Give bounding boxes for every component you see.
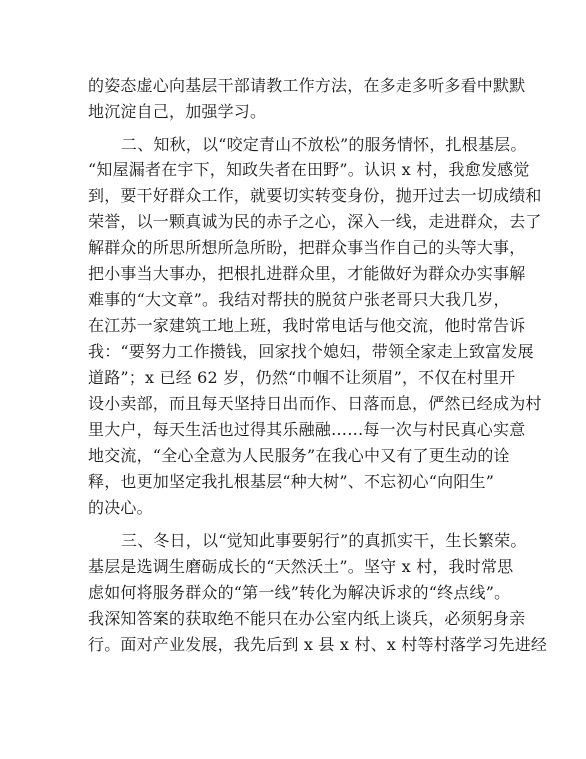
- body-line: 行。面对产业发展，我先后到 x 县 x 村、x 村等村落学习先进经: [88, 635, 548, 654]
- body-line: 解群众的所思所想所急所盼，把群众事当作自己的头等大事，: [88, 238, 526, 257]
- body-line: 释，也更加坚定我扎根基层“种大树”、不忘初心“向阳生”: [88, 472, 495, 491]
- body-line: 荣誉，以一颗真诚为民的赤子之心，深入一线，走进群众，去了: [88, 212, 542, 231]
- body-line: 把小事当大事办，把根扎进群众里，才能做好为群众办实事解: [88, 264, 526, 283]
- body-line: 难事的“大文章”。我结对帮扶的脱贫户张老哥只大我几岁，: [88, 290, 510, 309]
- section-heading-autumn: 二、知秋，以“咬定青山不放松”的服务情怀，扎根基层。: [121, 135, 527, 154]
- body-line: “知屋漏者在宇下，知政失者在田野”。认识 x 村，我愈发感觉: [88, 160, 530, 179]
- body-line: 地沉淀自己，加强学习。: [88, 102, 267, 121]
- body-line: 我深知答案的获取绝不能只在办公室内纸上谈兵，必须躬身亲: [88, 609, 526, 628]
- body-line: 道路”；x 已经 62 岁，仍然“巾帼不让须眉”，不仅在村里开: [88, 368, 516, 387]
- body-line: 基层是选调生磨砺成长的“天然沃土”。坚守 x 村，我时常思: [88, 557, 514, 576]
- body-line: 到，要干好群众工作，就要切实转变身份，抛开过去一切成绩和: [88, 186, 542, 205]
- body-line: 地交流，“全心全意为人民服务”在我心中又有了更生动的诠: [88, 446, 510, 465]
- body-line: 我：“要努力工作攒钱，回家找个媳妇，带领全家走上致富发展: [88, 342, 534, 361]
- body-line: 虑如何将服务群众的“第一线”转化为解决诉求的“终点线”。: [88, 583, 511, 602]
- body-line: 里大户，每天生活也过得其乐融融……每一次与村民真心实意: [88, 420, 526, 439]
- body-line: 设小卖部，而且每天坚持日出而作、日落而息，俨然已经成为村: [88, 394, 542, 413]
- section-heading-winter: 三、冬日，以“觉知此事要躬行”的真抓实干，生长繁荣。: [121, 531, 527, 550]
- body-line: 的决心。: [88, 498, 153, 517]
- body-line: 的姿态虚心向基层干部请教工作方法，在多走多听多看中默默: [88, 76, 526, 95]
- body-line: 在江苏一家建筑工地上班，我时常电话与他交流，他时常告诉: [88, 316, 526, 335]
